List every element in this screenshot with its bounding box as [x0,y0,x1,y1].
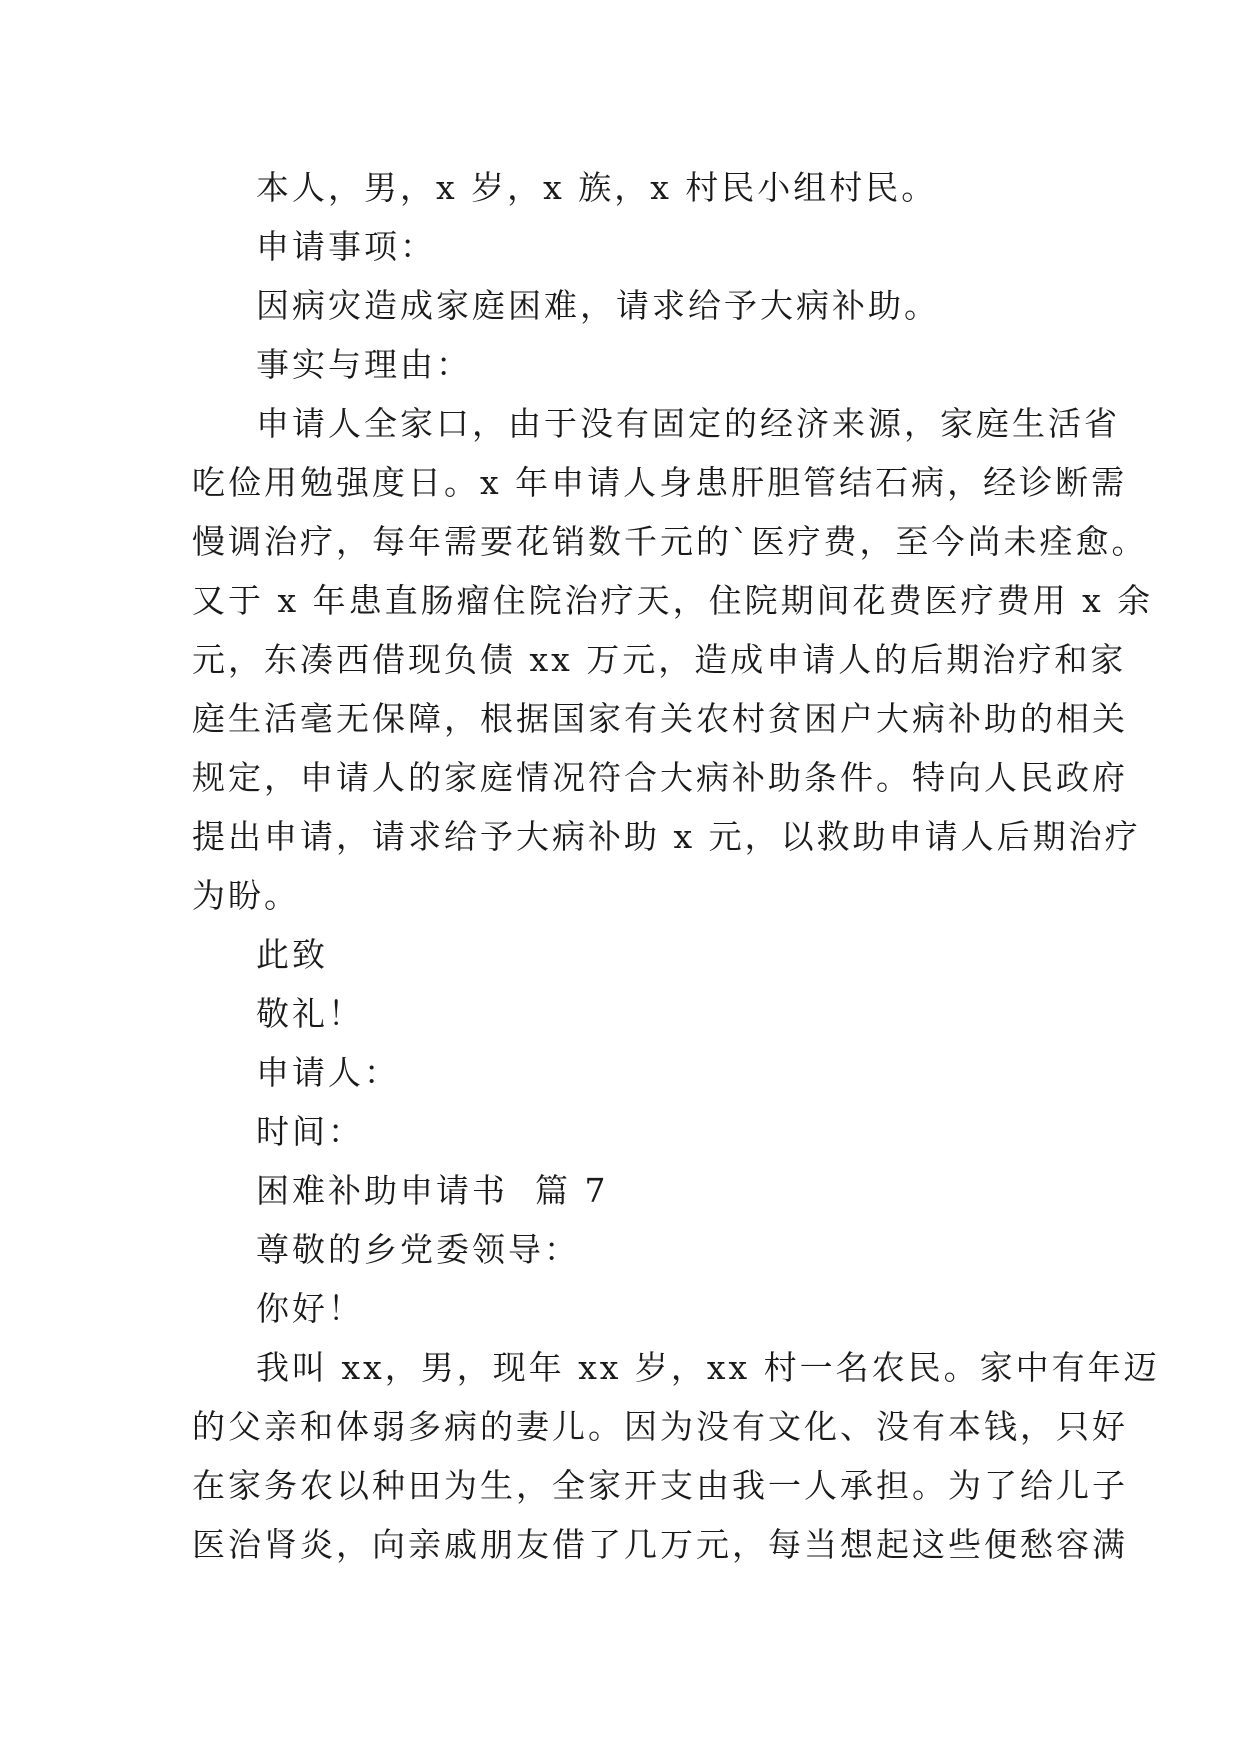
text-line: 申请事项： [256,227,436,266]
closing-line-1 [192,925,1062,984]
text-line: 医治肾炎，向亲戚朋友借了几万元，每当想起这些便愁容满 [192,1525,1128,1564]
document-body [192,158,1160,1574]
text-line: 本人，男，x 岁，x 族，x 村民小组村民。 [256,168,938,207]
text-line: 此致 [256,935,328,974]
date-line [192,1102,1062,1161]
text-line: 困难补助申请书 篇 7 [256,1171,609,1210]
text-line: 因病灾造成家庭困难，请求给予大病补助。 [256,286,940,325]
application-items-heading [192,217,1062,276]
application-items-body [192,276,1062,335]
facts-reasons-heading [192,335,1062,394]
text-line: 的父亲和体弱多病的妻儿。因为没有文化、没有本钱，只好 [192,1407,1128,1446]
text-line: 元，东凑西借现负债 xx 万元，造成申请人的后期治疗和家 [192,640,1127,679]
text-line: 事实与理由： [256,345,472,384]
salutation [192,1220,1062,1279]
text-line: 在家务农以种田为生，全家开支由我一人承担。为了给儿子 [192,1466,1128,1505]
text-line: 慢调治疗，每年需要花销数千元的`医疗费，至今尚未痊愈。 [192,522,1148,561]
text-line: 申请人： [256,1053,400,1092]
section-title [192,1161,1062,1220]
text-line: 你好！ [256,1289,364,1328]
letter-body [192,1338,1160,1574]
text-line: 敬礼！ [256,994,364,1033]
text-line: 提出申请，请求给予大病补助 x 元，以救助申请人后期治疗 [192,817,1141,856]
text-line: 申请人全家口，由于没有固定的经济来源，家庭生活省 [256,404,1120,443]
text-line: 又于 x 年患直肠瘤住院治疗天，住院期间花费医疗费用 x 余 [192,581,1154,620]
applicant-signature [192,1043,1062,1102]
text-line: 庭生活毫无保障，根据国家有关农村贫困户大病补助的相关 [192,699,1128,738]
text-line: 为盼。 [192,876,300,915]
text-line: 规定，申请人的家庭情况符合大病补助条件。特向人民政府 [192,758,1128,797]
text-line: 吃俭用勉强度日。x 年申请人身患肝胆管结石病，经诊断需 [192,463,1128,502]
intro-paragraph [192,158,1062,217]
facts-reasons-body [192,394,1154,925]
text-line: 尊敬的乡党委领导： [256,1230,580,1269]
text-line: 我叫 xx，男，现年 xx 岁，xx 村一名农民。家中有年迈 [256,1348,1160,1387]
closing-line-2 [192,984,1062,1043]
text-line: 时间： [256,1112,364,1151]
greeting [192,1279,1062,1338]
